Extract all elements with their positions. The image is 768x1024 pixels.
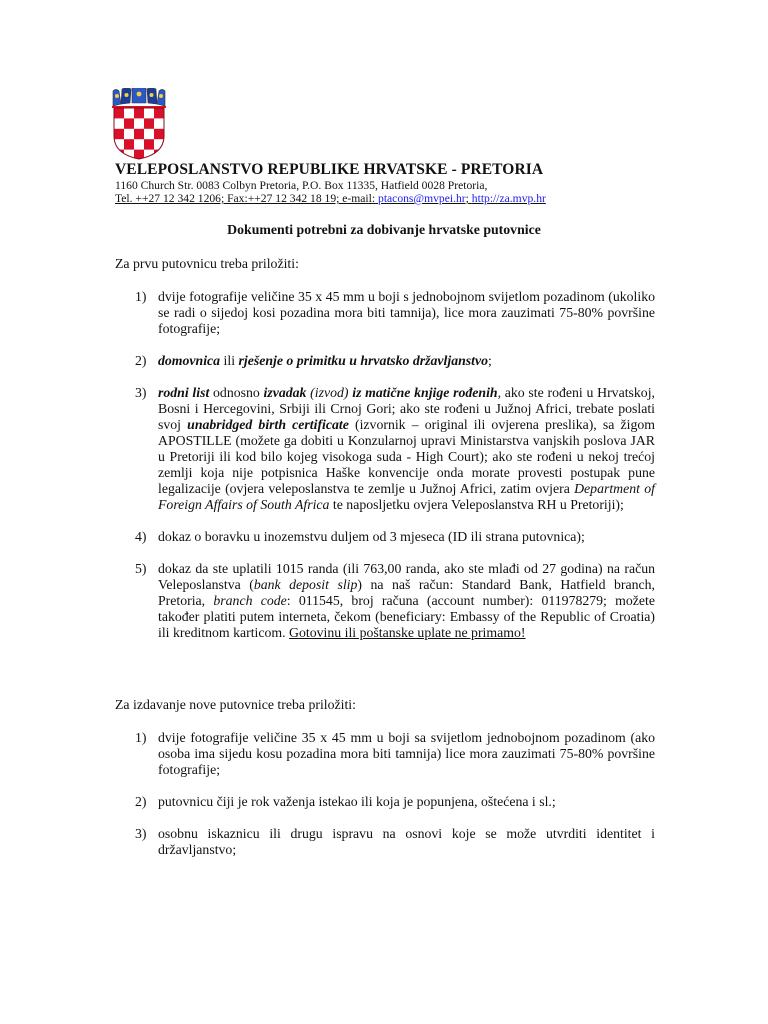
- domovnica-text: domovnica: [158, 353, 221, 368]
- new-passport-list: [115, 730, 655, 858]
- item-text: dvije fotografije veličine 35 x 45 mm u boji s jednobojnom svijetlom pozadinom (ukoliko se radi o sijedoj kosi pozadina mora biti tamnija), lice mora zauzimati 75-80% površine fotografije;: [158, 289, 655, 336]
- website-link[interactable]: http://za.mvp.hr: [471, 192, 546, 205]
- item-text: odnosno: [209, 385, 264, 400]
- item-number: 3): [135, 826, 147, 841]
- item-number: 1): [135, 289, 147, 304]
- birth-certificate-text: rodni list: [158, 385, 210, 400]
- list-item: [115, 826, 655, 858]
- item-text: dokaz o boravku u inozemstvu duljem od 3 mjeseca (ID ili strana putovnica);: [158, 529, 585, 544]
- item-number: 5): [135, 561, 147, 576]
- list-item: [115, 529, 655, 545]
- list-item: [115, 794, 655, 810]
- item-text: putovnicu čiji je rok važenja istekao ili koja je popunjena, oštećena i sl.;: [158, 794, 556, 809]
- item-text: te naposljetku ovjera Veleposlanstva RH u Pretoriji);: [329, 497, 624, 512]
- unabridged-certificate-text: unabridged birth certificate: [187, 417, 349, 432]
- citizenship-decision-text: rješenje o primitku u hrvatsko državljanstvo: [238, 353, 489, 368]
- list-item: [115, 353, 655, 369]
- embassy-address: 1160 Church Str. 0083 Colbyn Pretoria, P.O. Box 11335, Hatfield 0028 Pretoria,: [115, 179, 488, 192]
- croatian-coat-of-arms-icon: [110, 88, 168, 160]
- first-passport-list: [115, 289, 655, 641]
- izvod-text: (izvod): [306, 385, 353, 400]
- item-text: : 011545, broj računa (account number): 011978279; možete također platiti putem interneta, čekom (beneficiary: Embassy of the Republic of Croatia) ili kreditnom karticom.: [158, 593, 655, 640]
- phone-fax-label: Tel. ++27 12 342 1206; Fax:++27 12 342 18 19; e-mail:: [115, 192, 376, 205]
- item-number: 2): [135, 794, 147, 809]
- list-item: [115, 730, 655, 778]
- branch-code-text: branch code: [213, 593, 287, 608]
- extract-text: izvadak: [263, 385, 307, 400]
- item-number: 3): [135, 385, 147, 400]
- new-passport-intro: Za izdavanje nove putovnice treba priložiti:: [115, 697, 356, 712]
- email-link[interactable]: ptacons@mvpei.hr: [378, 192, 466, 205]
- document-title: Dokumenti potrebni za dobivanje hrvatske putovnice: [227, 222, 541, 237]
- item-text: ;: [488, 353, 492, 368]
- crown-icon: [112, 88, 166, 108]
- item-text: osobnu iskaznicu ili drugu ispravu na osnovi koje se može utvrditi identitet i državljanstvo;: [158, 826, 655, 857]
- birth-register-text: iz matične knjige rođenih: [352, 385, 498, 400]
- item-text: ) na naš račun: Standard Bank, Hatfield branch, Pretoria,: [158, 577, 655, 608]
- item-number: 2): [135, 353, 147, 368]
- contact-separator: ;: [465, 192, 469, 205]
- item-number: 1): [135, 730, 147, 745]
- dfa-text: Department of Foreign Affairs of South Africa: [158, 481, 655, 512]
- item-text: , ako ste rođeni u Hrvatskoj, Bosni i Hercegovini, Srbiji ili Crnoj Gori; ako ste rođeni u Južnoj Africi, trebate poslati svoj: [158, 385, 655, 432]
- embassy-contact: [115, 192, 546, 206]
- no-cash-notice: Gotovinu ili poštanske uplate ne primamo!: [289, 625, 526, 640]
- item-text: dokaz da ste uplatili 1015 randa (ili 763,00 randa, ako ste mlađi od 27 godina) na račun Veleposlanstva (: [158, 561, 655, 592]
- item-number: 4): [135, 529, 147, 544]
- list-item: [115, 561, 655, 641]
- item-text: (izvornik – original ili ovjerena preslika), sa žigom APOSTILLE (možete ga dobiti u Konzularnoj upravi Ministarstva vanjskih poslova JAR u Pretoriji ili kod bilo kojeg visokoga suda - High Court); ako ste rođeni u nekoj trećoj zemlji koja nije potpisnica Haške konvencije onda morate provesti postupak pune legalizacije (ovjera veleposlanstva te zemlje u Južnoj Africi, zatim ovjera: [158, 417, 655, 496]
- list-item: [115, 289, 655, 337]
- embassy-name: VELEPOSLANSTVO REPUBLIKE HRVATSKE - PRETORIA: [115, 161, 544, 178]
- item-text: dvije fotografije veličine 35 x 45 mm u boji sa svijetlom jednobojnom pozadinom (ako osoba ima sijedu kosu pozadina mora biti tamnija) lice mora zauzimati 75-80% površine fotografije;: [158, 730, 655, 777]
- deposit-slip-text: bank deposit slip: [253, 577, 358, 592]
- first-passport-intro: Za prvu putovnicu treba priložiti:: [115, 256, 299, 271]
- checkerboard-shield: [114, 108, 164, 160]
- list-item: [115, 385, 655, 513]
- item-text: ili: [220, 353, 239, 368]
